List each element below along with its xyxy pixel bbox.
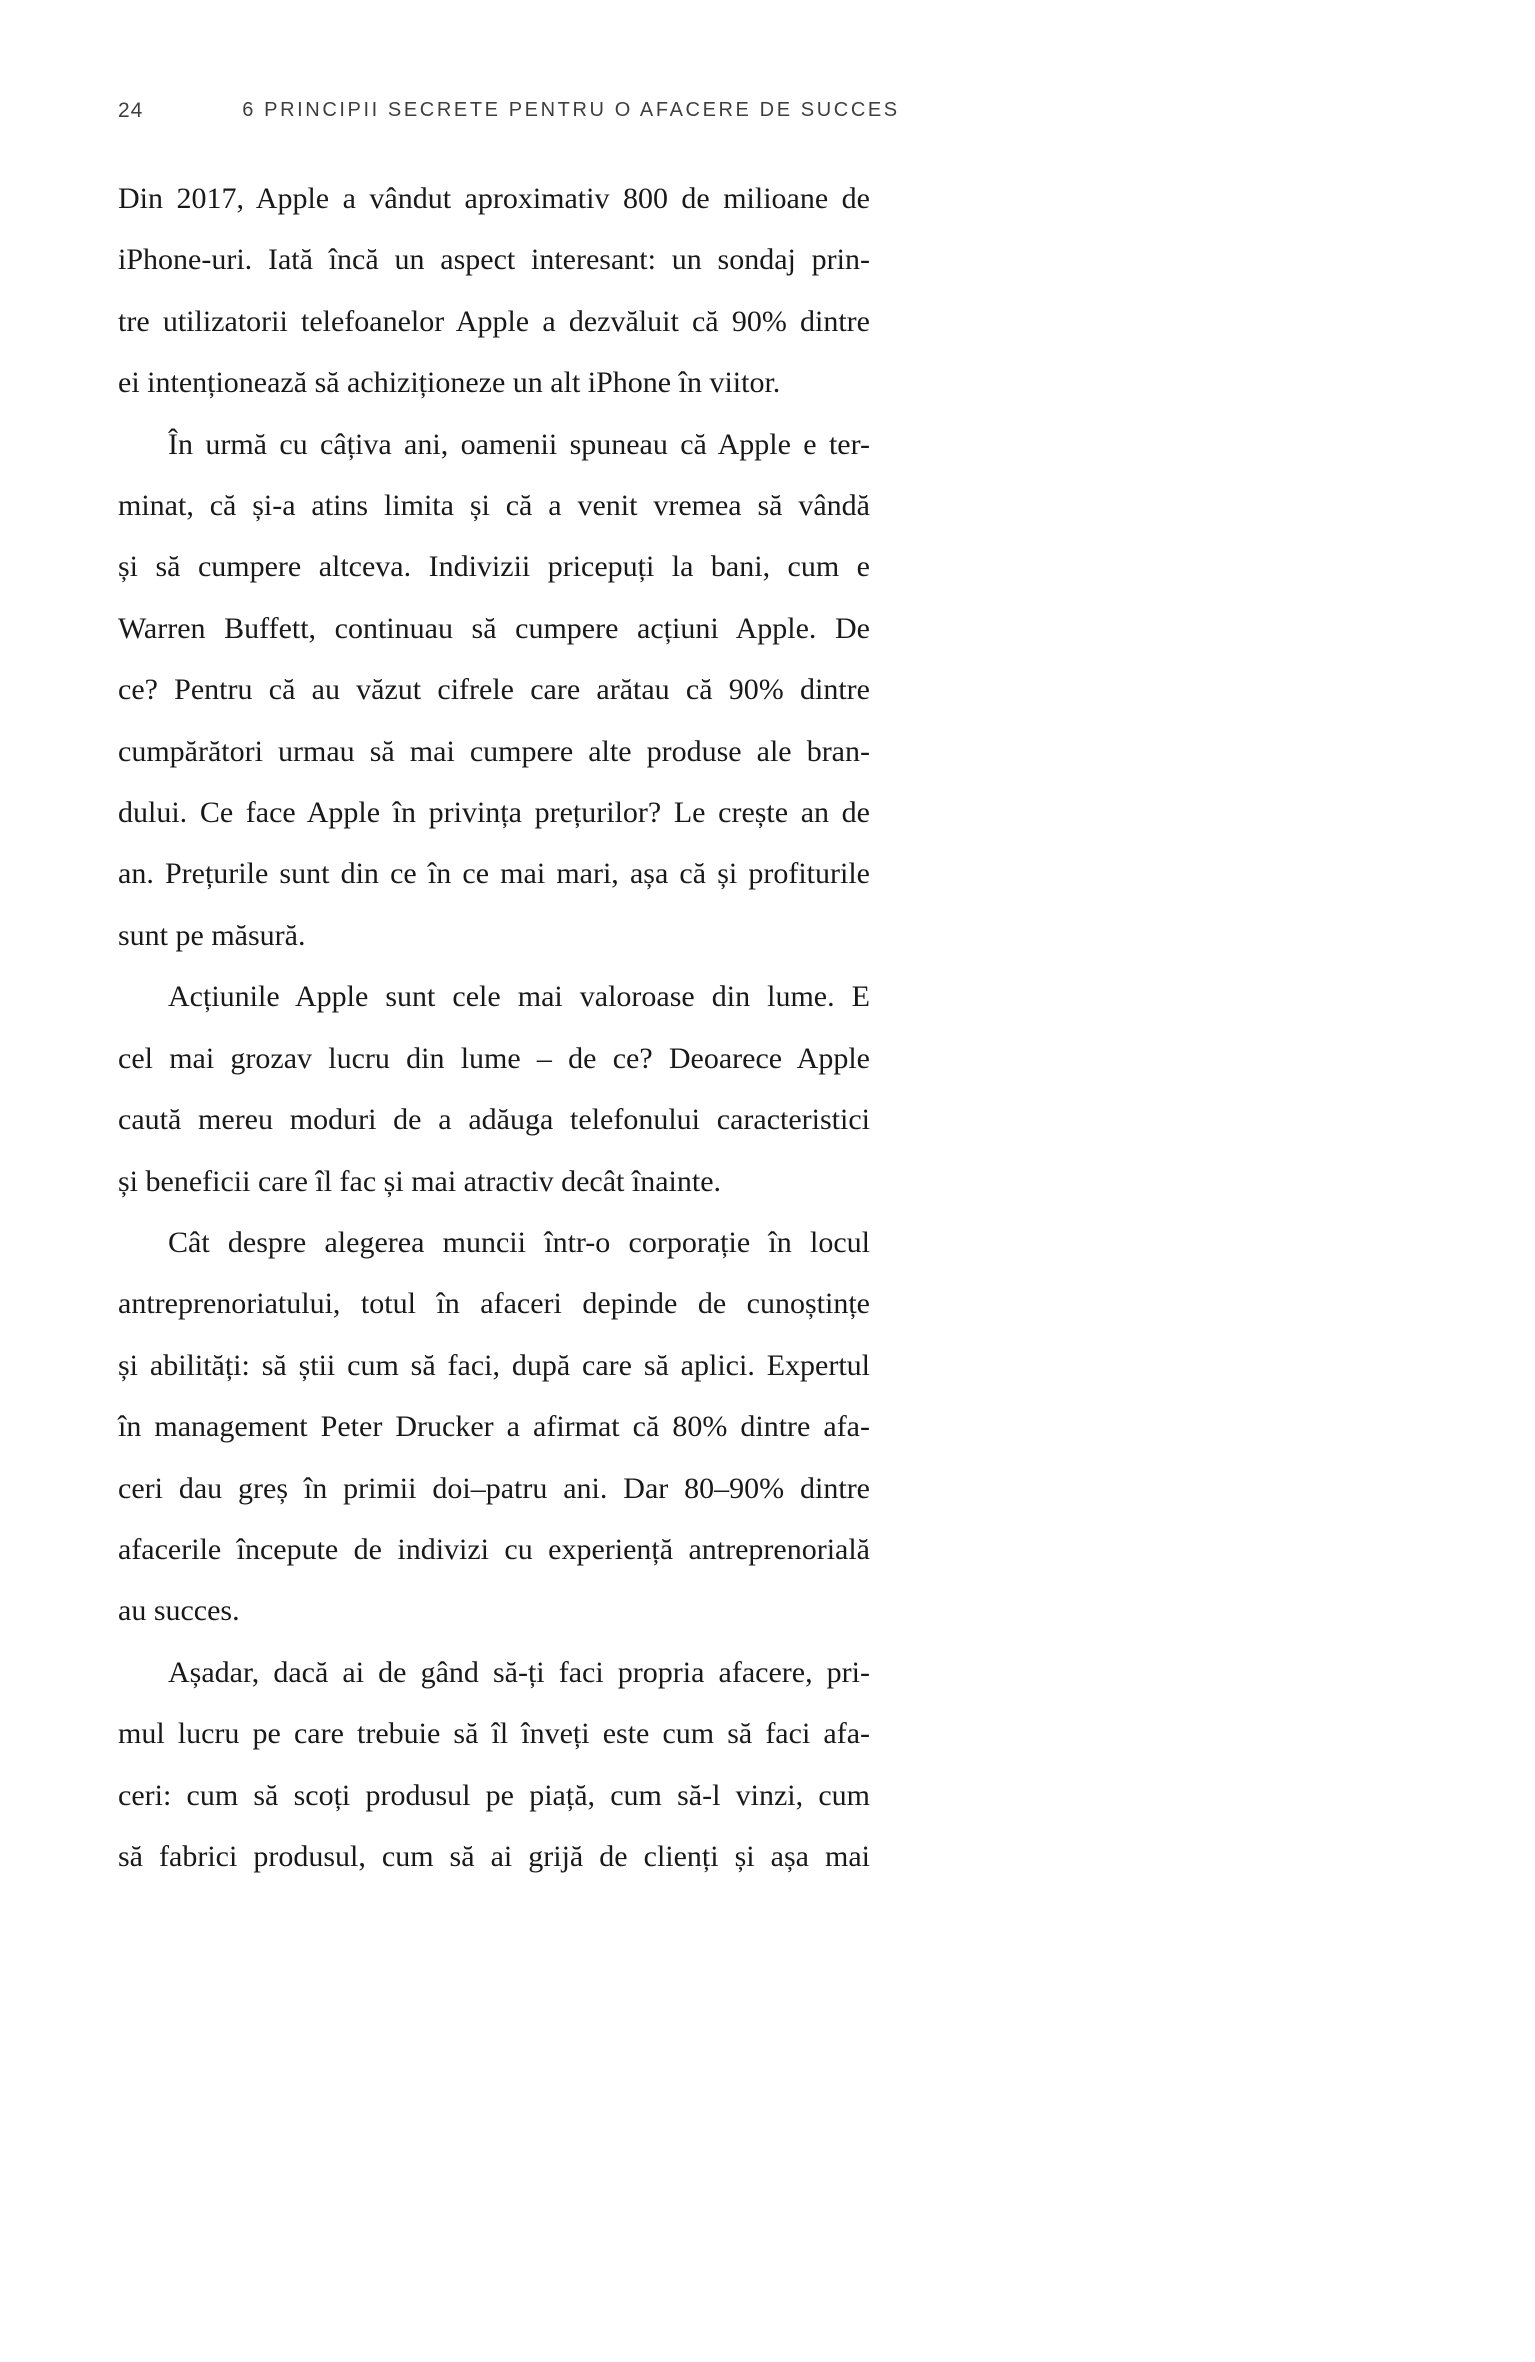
text-line: au succes. xyxy=(118,1594,240,1628)
text-line: să fabrici produsul, cum să ai grijă de clienți și așa mai xyxy=(118,1839,870,1873)
text-line: Warren Buffett, continuau să cumpere acțiuni Apple. De xyxy=(118,611,870,645)
text-line: an. Prețurile sunt din ce în ce mai mari, așa că și profiturile xyxy=(118,857,870,891)
paragraph xyxy=(118,414,870,967)
text-line: ei intenționează să achiziționeze un alt iPhone în viitor. xyxy=(118,366,781,400)
text-line: și să cumpere altceva. Indivizii pricepuți la bani, cum e xyxy=(118,550,870,584)
paragraph xyxy=(118,1642,870,1888)
page-body xyxy=(118,168,870,1887)
text-line: ce? Pentru că au văzut cifrele care arătau că 90% dintre xyxy=(118,673,870,707)
text-line: mul lucru pe care trebuie să îl înveți este cum să faci afa- xyxy=(118,1717,870,1751)
text-line: tre utilizatorii telefoanelor Apple a dezvăluit că 90% dintre xyxy=(118,304,870,338)
paragraph xyxy=(118,966,870,1212)
text-line: În urmă cu câțiva ani, oamenii spuneau că Apple e ter- xyxy=(168,427,870,461)
text-line: Din 2017, Apple a vândut aproximativ 800 de milioane de xyxy=(118,182,870,215)
text-line: minat, că și-a atins limita și că a venit vremea să vândă xyxy=(118,489,870,523)
text-line: cel mai grozav lucru din lume – de ce? Deoarece Apple xyxy=(118,1041,870,1075)
text-line: Așadar, dacă ai de gând să-ți faci propria afacere, pri- xyxy=(168,1655,870,1689)
text-line: și abilități: să știi cum să faci, după care să aplici. Expertul xyxy=(118,1348,870,1382)
running-title: 6 PRINCIPII SECRETE PENTRU O AFACERE DE SUCCES xyxy=(242,99,900,121)
text-line: dului. Ce face Apple în privința prețurilor? Le crește an de xyxy=(118,796,870,830)
text-line: Cât despre alegerea muncii într-o corporație în locul xyxy=(168,1225,870,1259)
text-line: afacerile începute de indivizi cu experiență antreprenorială xyxy=(118,1532,870,1566)
page-number: 24 xyxy=(118,99,144,122)
text-line: sunt pe măsură. xyxy=(118,918,306,952)
text-line: ceri dau greș în primii doi–patru ani. Dar 80–90% dintre xyxy=(118,1471,870,1505)
text-line: cumpărători urmau să mai cumpere alte produse ale bran- xyxy=(118,734,870,768)
text-line: ceri: cum să scoți produsul pe piață, cum să-l vinzi, cum xyxy=(118,1778,870,1812)
text-line: caută mereu moduri de a adăuga telefonului caracteristici xyxy=(118,1103,870,1137)
page-header xyxy=(118,97,900,129)
text-line: Acțiunile Apple sunt cele mai valoroase din lume. E xyxy=(168,980,870,1014)
text-line: și beneficii care îl fac și mai atractiv decât înainte. xyxy=(118,1164,722,1198)
text-line: în management Peter Drucker a afirmat că 80% dintre afa- xyxy=(118,1410,870,1444)
paragraph xyxy=(118,168,870,414)
text-line: iPhone-uri. Iată încă un aspect interesant: un sondaj prin- xyxy=(118,243,870,277)
text-line: antreprenoriatului, totul în afaceri depinde de cunoștințe xyxy=(118,1287,870,1321)
paragraph xyxy=(118,1212,870,1642)
